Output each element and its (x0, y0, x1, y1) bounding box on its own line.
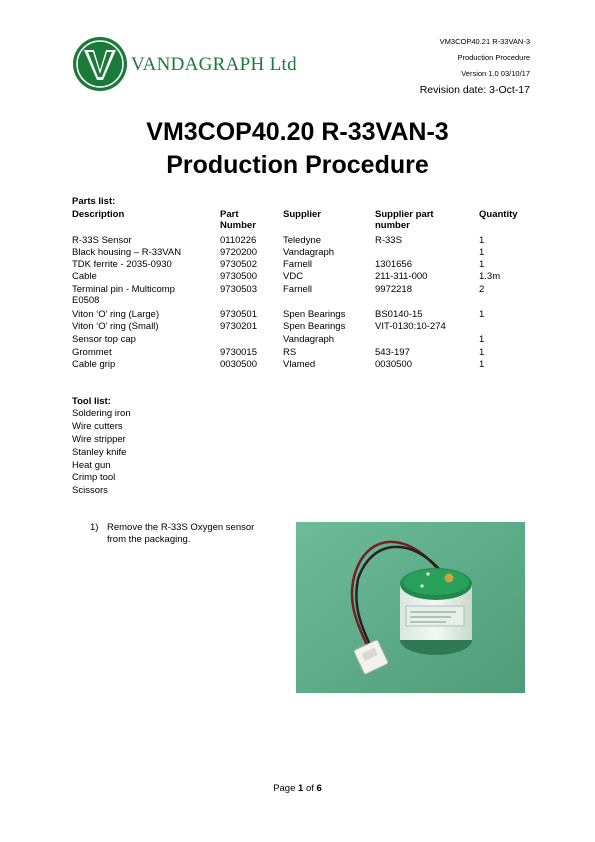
revision-date: Revision date: 3-Oct-17 (419, 84, 530, 96)
doc-type: Production Procedure (457, 53, 530, 62)
cell-part-number: 9730502 (220, 259, 257, 270)
cell-supplier-part: 0030500 (375, 359, 412, 370)
col-header-part-number: Part Number (220, 209, 256, 231)
cell-quantity: 1 (479, 359, 485, 370)
cell-quantity: 1 (479, 334, 485, 345)
step-number: 1) (90, 522, 99, 533)
cell-description: Sensor top cap (72, 334, 136, 345)
cell-supplier: Vandagraph (283, 334, 335, 345)
cell-quantity: 1 (479, 247, 485, 258)
cell-supplier: Farnell (283, 284, 313, 295)
cell-part-number: 9730015 (220, 347, 257, 358)
parts-list-heading: Parts list: (72, 196, 116, 207)
cell-supplier: RS (283, 347, 297, 358)
page-title: VM3COP40.20 R-33VAN-3 (146, 118, 449, 146)
cell-quantity: 2 (479, 284, 485, 295)
list-item: Crimp tool (72, 472, 116, 483)
cell-description: TDK ferrite - 2035-0930 (72, 259, 172, 270)
list-item: Wire cutters (72, 421, 123, 432)
cell-part-number: 9730500 (220, 271, 257, 282)
cell-part-number: 0030500 (220, 359, 257, 370)
col-header-supplier-part: Supplier part number (375, 209, 434, 231)
cell-part-number: 9720200 (220, 247, 257, 258)
cell-description: Viton ‘O’ ring (Small) (72, 321, 159, 332)
cell-part-number: 9730201 (220, 321, 257, 332)
step-text: Remove the R-33S Oxygen sensor from the packaging. (107, 522, 255, 545)
cell-supplier: Vandagraph (283, 247, 335, 258)
cell-supplier-part: 543-197 (375, 347, 410, 358)
cell-supplier: Spen Bearings (283, 309, 346, 320)
cell-description: Cable grip (72, 359, 116, 370)
sensor-photo (296, 522, 525, 693)
cell-supplier: Spen Bearings (283, 321, 346, 332)
page-subtitle: Production Procedure (166, 151, 429, 179)
list-item: Wire stripper (72, 434, 126, 445)
cell-part-number: 9730503 (220, 284, 257, 295)
cell-quantity: 1 (479, 347, 485, 358)
cell-description: Viton ‘O’ ring (Large) (72, 309, 160, 320)
col-header-quantity: Quantity (479, 209, 518, 220)
cell-quantity: 1.3m (479, 271, 501, 282)
cell-supplier: Teledyne (283, 235, 322, 246)
col-header-supplier: Supplier (283, 209, 322, 220)
cell-description: Grommet (72, 347, 112, 358)
list-item: Heat gun (72, 460, 111, 471)
doc-version: Version 1.0 03/10/17 (461, 69, 530, 78)
cell-part-number: 9730501 (220, 309, 257, 320)
cell-supplier: VDC (283, 271, 304, 282)
logo-text: VANDAGRAPH Ltd (131, 54, 297, 75)
cell-description: Black housing – R-33VAN (72, 247, 182, 258)
list-item: Soldering iron (72, 408, 131, 419)
list-item: Stanley knife (72, 447, 127, 458)
cell-supplier-part: VIT-0130:10-274 (375, 321, 446, 332)
cell-part-number: 0110226 (220, 235, 257, 246)
cell-quantity: 1 (479, 309, 485, 320)
vandagraph-logo-icon (72, 36, 128, 92)
doc-code: VM3COP40.21 R-33VAN-3 (439, 37, 530, 46)
tool-list-heading: Tool list: (72, 396, 111, 407)
cell-quantity: 1 (479, 259, 485, 270)
cell-supplier-part: 9972218 (375, 284, 412, 295)
cell-quantity: 1 (479, 235, 485, 246)
cell-supplier: Farnell (283, 259, 313, 270)
cell-description: Cable (72, 271, 97, 282)
cell-supplier-part: 211-311-000 (375, 271, 428, 282)
page-footer: Page 1 of 6 (273, 783, 322, 794)
cell-supplier-part: 1301656 (375, 259, 412, 270)
cell-description: Terminal pin - Multicomp E0508 (72, 284, 175, 306)
cell-description: R-33S Sensor (72, 235, 132, 246)
cell-supplier-part: BS0140-15 (375, 309, 423, 320)
col-header-description: Description (72, 209, 125, 220)
list-item: Scissors (72, 485, 108, 496)
cell-supplier: Vlamed (283, 359, 316, 370)
cell-supplier-part: R-33S (375, 235, 402, 246)
